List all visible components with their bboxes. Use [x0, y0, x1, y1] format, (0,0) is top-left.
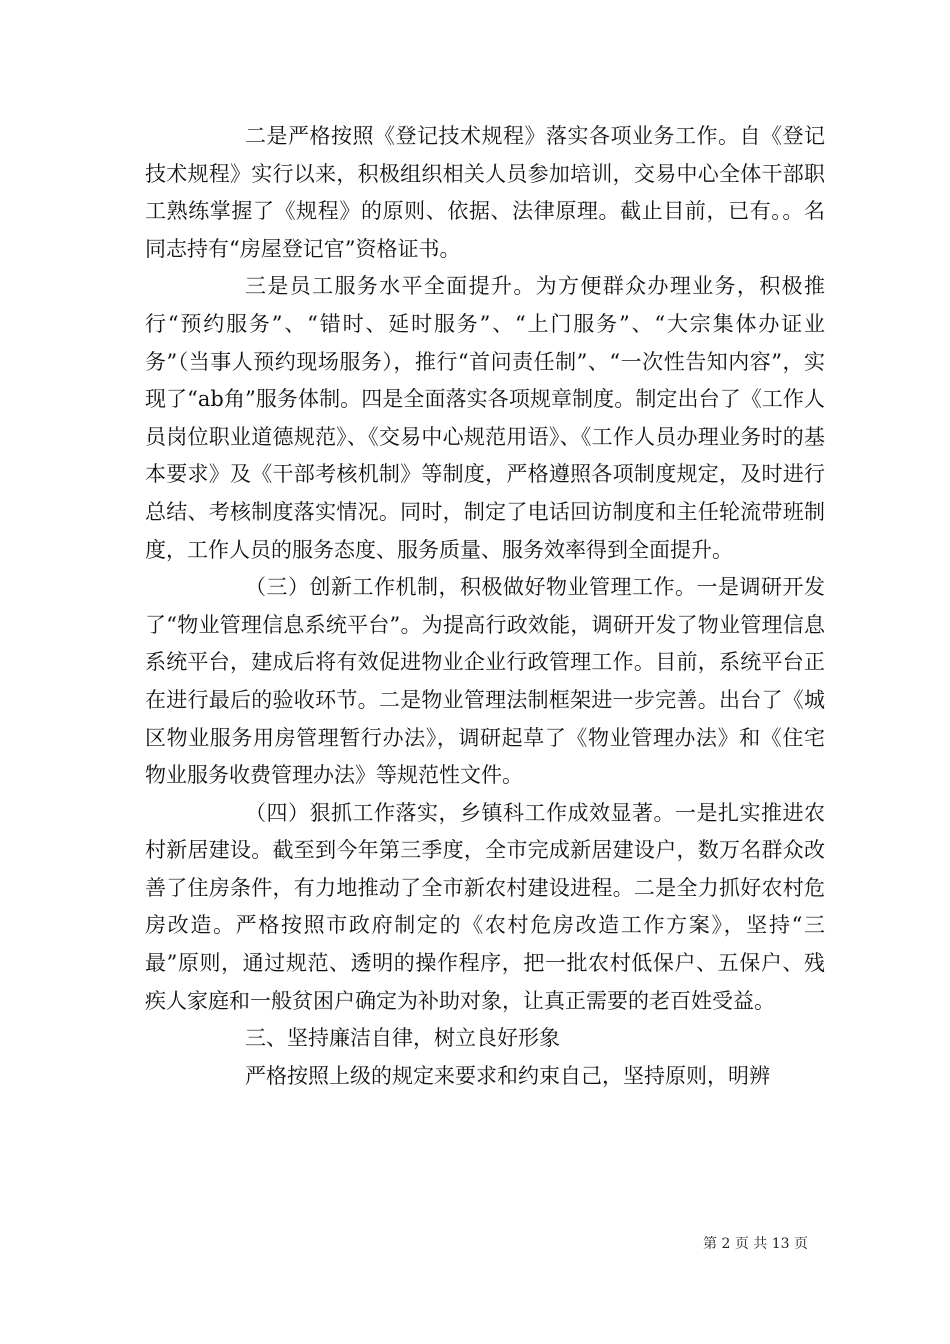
paragraph-registration-rules: 二是严格按照《登记技术规程》落实各项业务工作。自《登记技术规程》实行以来，积极组织相关人员参加培训，交易中心全体干部职工熟练掌握了《规程》的原则、依据、法律原理。截止目前，已有。。名同志持有“房屋登记官”资格证书。 — [145, 124, 825, 261]
page-number: 第 2 页 共 13 页 — [703, 1236, 808, 1252]
section-heading: 三、坚持廉洁自律，树立良好形象 — [245, 1026, 560, 1051]
document-body — [145, 118, 825, 1095]
paragraph-self-discipline: 严格按照上级的规定来要求和约束自己，坚持原则，明辨 — [245, 1063, 770, 1088]
paragraph-service-level: 三是员工服务水平全面提升。为方便群众办理业务，积极推行“预约服务”、“错时、延时服务”、“上门服务”、“大宗集体办证业务”（当事人预约现场服务），推行“首问责任制”、“一次性告知内容”，实现了“ab角”服务体制。四是全面落实各项规章制度。制定出台了《工作人员岗位职业道德规范》、《交易中心规范用语》、《工作人员办理业务时的基本要求》及《干部考核机制》等制度，严格遵照各项制度规定，及时进行总结、考核制度落实情况。同时，制定了电话回访制度和主任轮流带班制度，工作人员的服务态度、服务质量、服务效率得到全面提升。 — [145, 274, 825, 562]
paragraph-township-work: （四）狠抓工作落实，乡镇科工作成效显著。一是扎实推进农村新居建设。截至到今年第三季度，全市完成新居建设户，数万名群众改善了住房条件，有力地推动了全市新农村建设进程。二是全力抓好农村危房改造。严格按照市政府制定的《农村危房改造工作方案》，坚持“三最”原则，通过规范、透明的操作程序，把一批农村低保户、五保户、残疾人家庭和一般贫困户确定为补助对象，让真正需要的老百姓受益。 — [145, 800, 825, 1013]
paragraph-property-management: （三）创新工作机制，积极做好物业管理工作。一是调研开发了“物业管理信息系统平台”。为提高行政效能，调研开发了物业管理信息系统平台，建成后将有效促进物业企业行政管理工作。目前，系统平台正在进行最后的验收环节。二是物业管理法制框架进一步完善。出台了《城区物业服务用房管理暂行办法》，调研起草了《物业管理办法》和《住宅物业服务收费管理办法》等规范性文件。 — [145, 575, 825, 788]
